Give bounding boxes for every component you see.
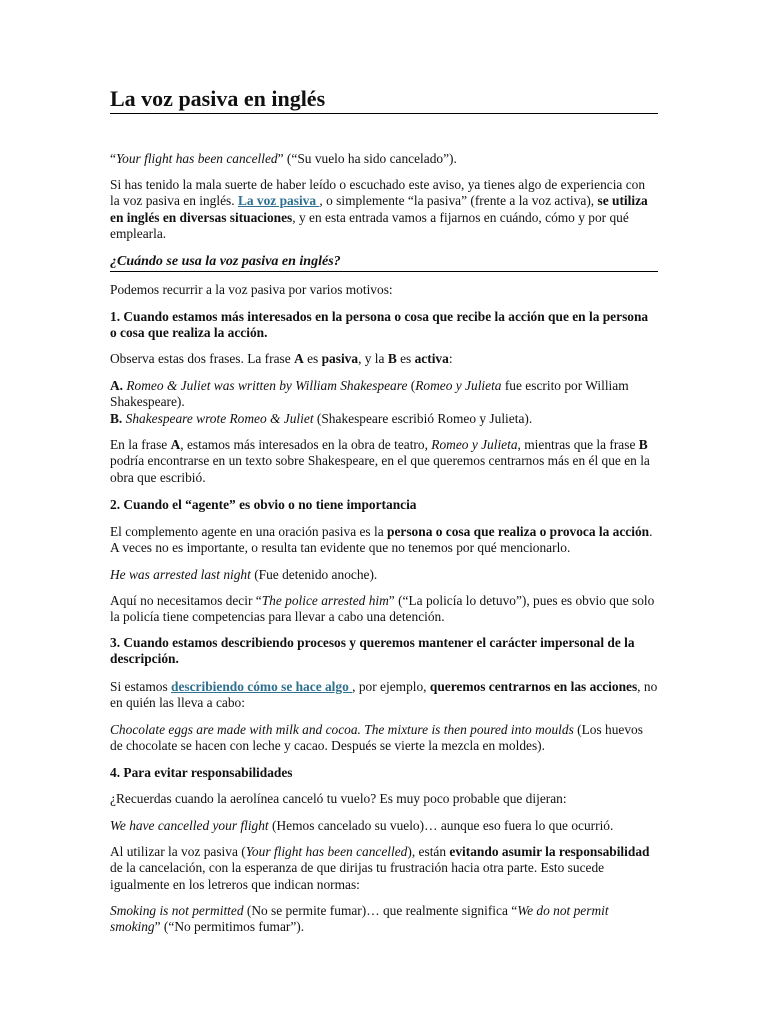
link-describiendo[interactable]: describiendo cómo se hace algo	[171, 679, 353, 694]
motive-4-example: We have cancelled your flight (Hemos cancelado su vuelo)… aunque eso fuera lo que ocurrió.	[110, 818, 614, 833]
motive-4-paragraph: ¿Recuerdas cuando la aerolínea canceló tu vuelo? Es muy poco probable que dijeran:	[110, 791, 567, 806]
link-voz-pasiva[interactable]: La voz pasiva	[237, 193, 320, 209]
motive-2-heading: 2. Cuando el “agente” es obvio o no tiene importancia	[110, 497, 417, 512]
motive-4-heading: 4. Para evitar responsabilidades	[110, 765, 293, 780]
motive-1-observation: Observa estas dos frases. La frase A es pasiva, y la B es activa:	[110, 351, 453, 366]
section-heading: ¿Cuándo se usa la voz pasiva en inglés?	[110, 253, 658, 272]
motives-intro: Podemos recurrir a la voz pasiva por varios motivos:	[110, 282, 393, 297]
motive-2-example: He was arrested last night (Fue detenido anoche).	[110, 567, 378, 582]
page-title: La voz pasiva en inglés	[110, 86, 658, 114]
motive-3-paragraph: Si estamos describiendo cómo se hace algo , por ejemplo, queremos centrarnos en las acciones, no en quién las lleva a cabo:	[110, 679, 658, 711]
intro-paragraph: Si has tenido la mala suerte de haber leído o escuchado este aviso, ya tienes algo de experiencia con la voz pasiva en inglés. La voz pasiva , o simplemente “la pasiva” (frente a la voz activa), se utiliza en inglés en diversas situaciones, y en esta entrada vamos a fijarnos en cuándo, cómo y por qué emplearla.	[110, 177, 648, 241]
motive-1-examples: A. Romeo & Juliet was written by William Shakespeare (Romeo y Julieta fue escrito por William Shakespeare). B. Shakespeare wrote Romeo & Juliet (Shakespeare escribió Romeo y Julieta).	[110, 378, 629, 426]
motive-1-heading: 1. Cuando estamos más interesados en la persona o cosa que recibe la acción que en la persona o cosa que realiza la acción.	[110, 309, 649, 341]
motive-4-example-2: Smoking is not permitted (No se permite fumar)… que realmente significa “We do not permit smoking” (“No permitimos fumar”).	[110, 903, 609, 935]
motive-2-paragraph: El complemento agente en una oración pasiva es la persona o cosa que realiza o provoca la acción. A veces no es importante, o resulta tan evidente que no tenemos por qué mencionarlo.	[110, 524, 653, 556]
intro-quote: “Your flight has been cancelled” (“Su vuelo ha sido cancelado”).	[110, 151, 457, 166]
motive-1-explanation: En la frase A, estamos más interesados en la obra de teatro, Romeo y Julieta, mientras que la frase B podría encontrarse en un texto sobre Shakespeare, en el que queremos centrarnos más en él que en la obra que escribió.	[110, 437, 650, 485]
motive-3-example: Chocolate eggs are made with milk and cocoa. The mixture is then poured into moulds (Los huevos de chocolate se hacen con leche y cacao. Después se vierte la mezcla en moldes).	[110, 722, 643, 754]
motive-4-explanation: Al utilizar la voz pasiva (Your flight has been cancelled), están evitando asumir la responsabilidad de la cancelación, con la esperanza de que dirijas tu frustración hacia otra parte. Esto sucede igualmente en los letreros que indican normas:	[110, 844, 650, 892]
motive-3-heading: 3. Cuando estamos describiendo procesos y queremos mantener el carácter impersonal de la descripción.	[110, 635, 635, 667]
motive-2-explanation: Aquí no necesitamos decir “The police arrested him” (“La policía lo detuvo”), pues es obvio que solo la policía tiene competencias para llevar a cabo una detención.	[110, 593, 655, 625]
